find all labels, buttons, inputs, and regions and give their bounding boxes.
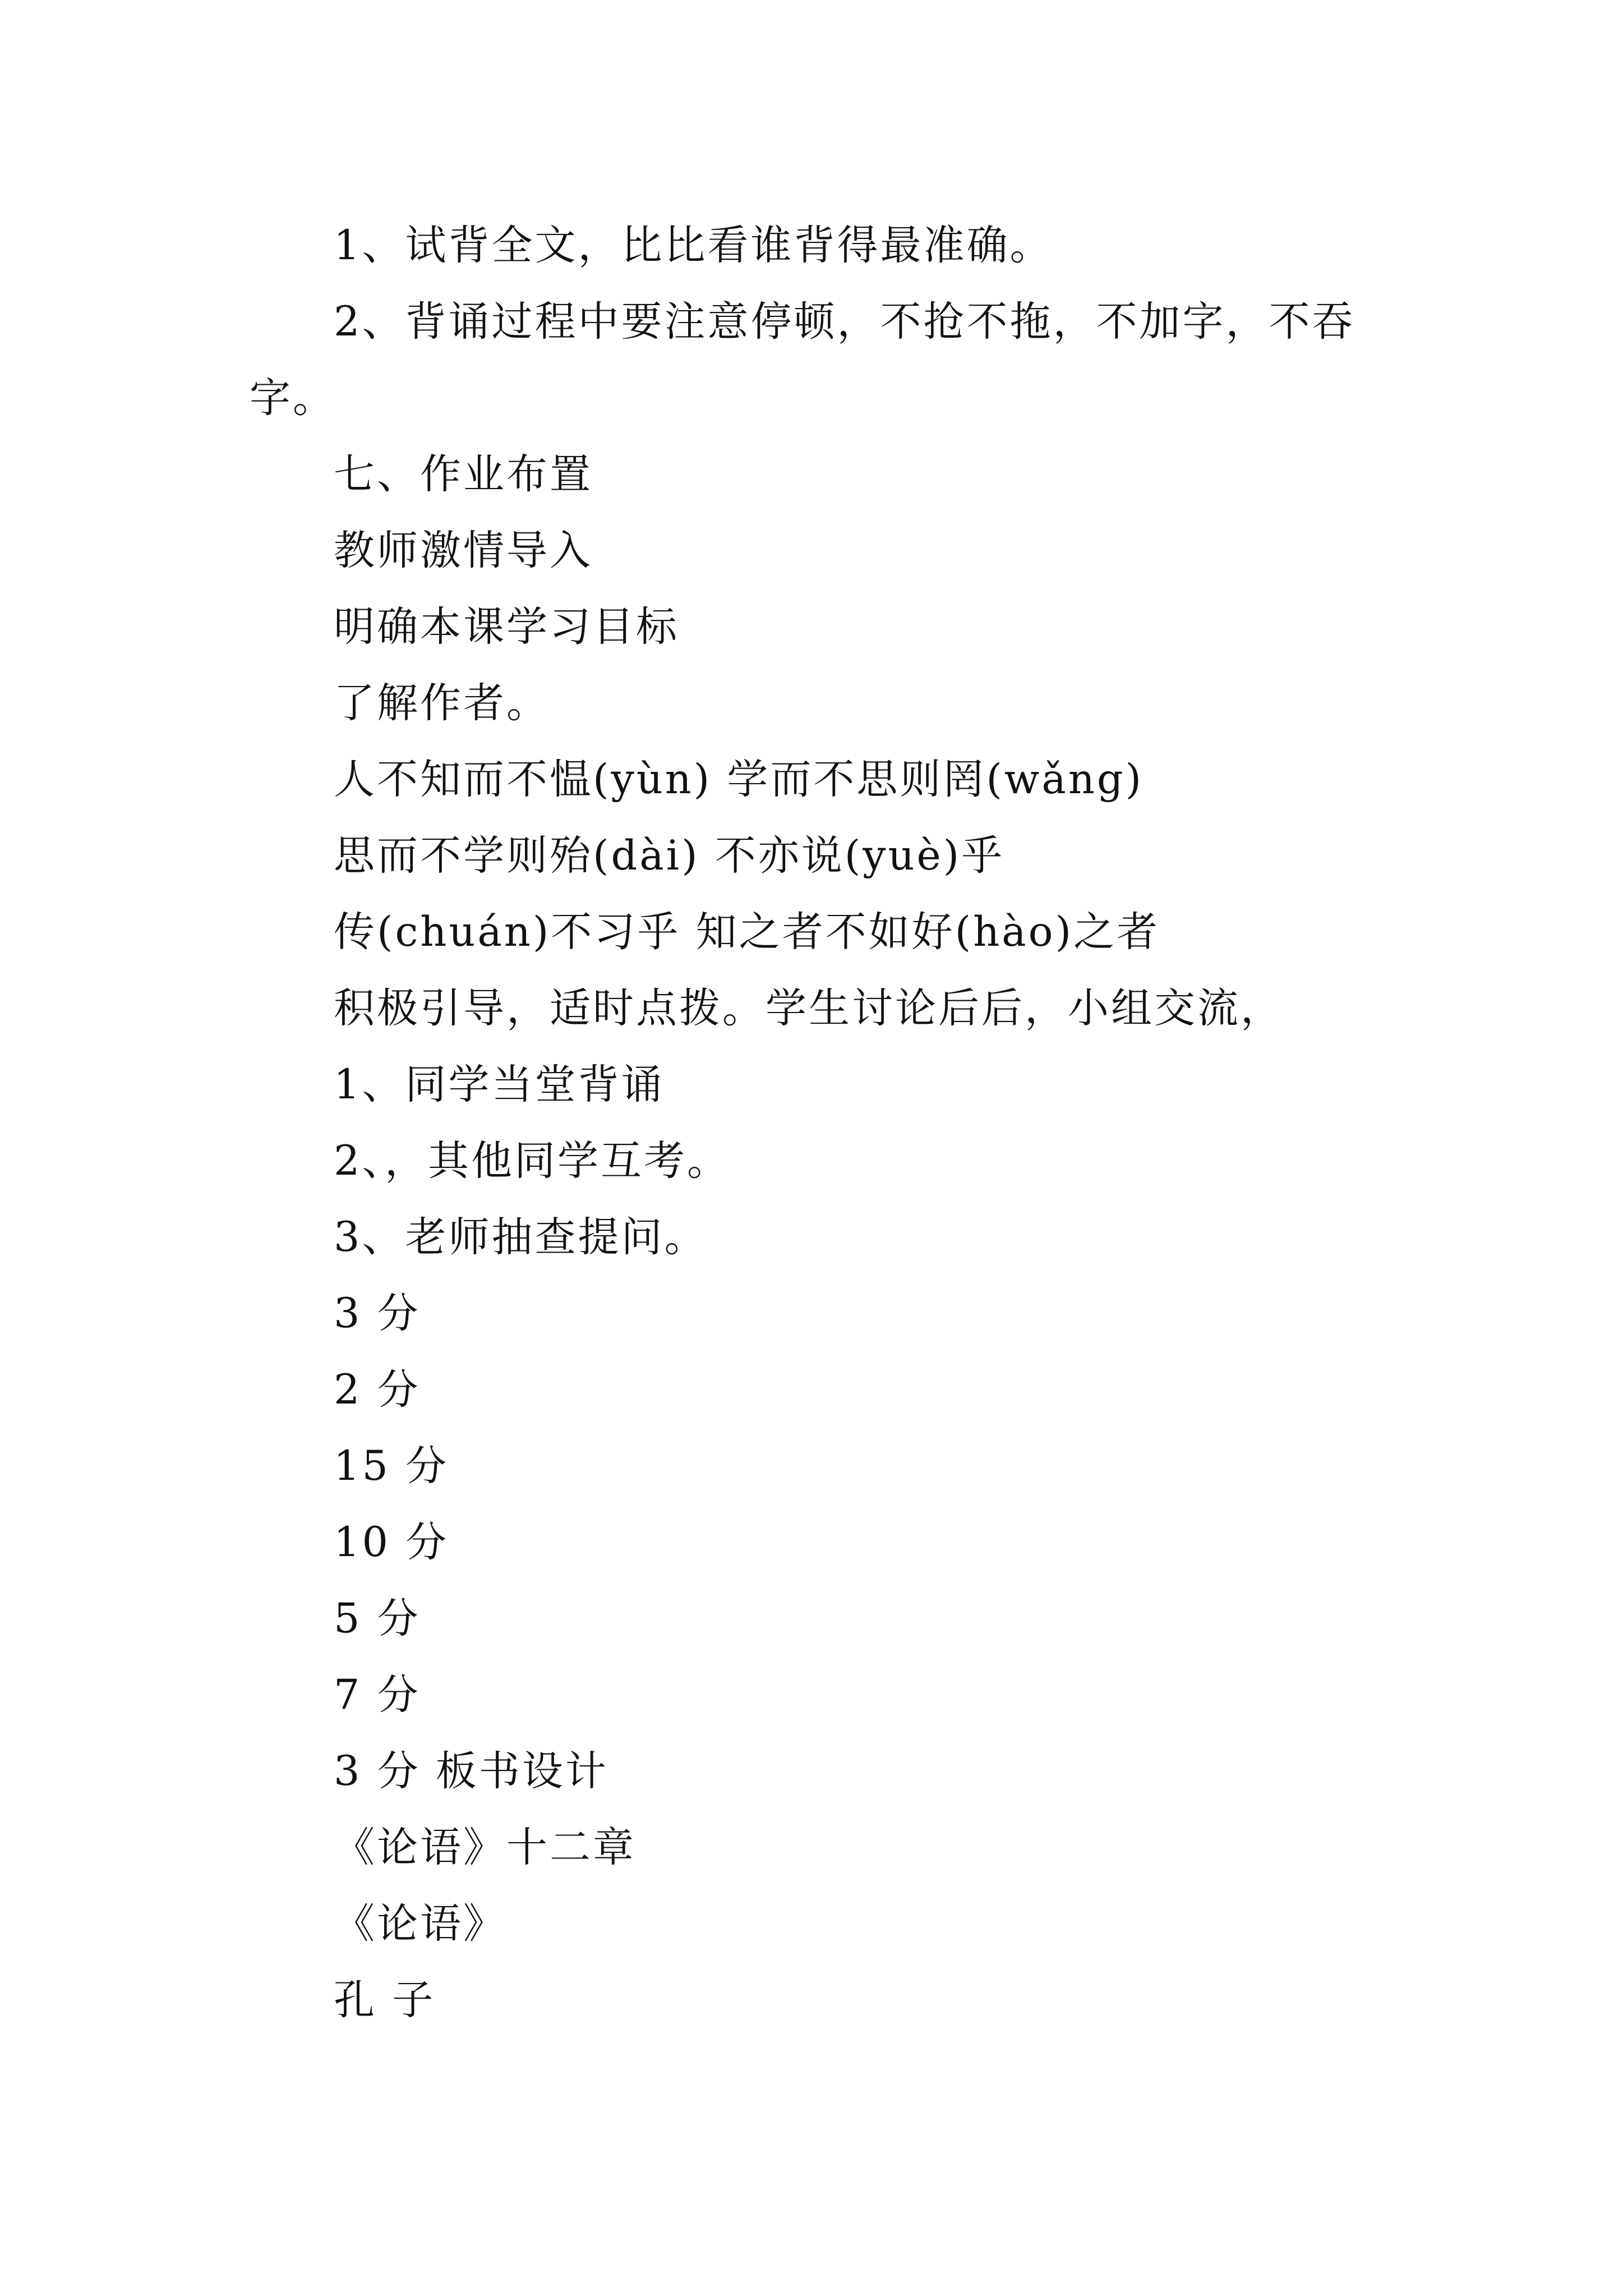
document-body: [250, 208, 1394, 2039]
paragraph-3: 七、作业布置: [334, 450, 593, 498]
paragraph-20: 3 分 板书设计: [334, 1747, 608, 1795]
paragraph-17: 10 分: [334, 1519, 449, 1566]
paragraph-23: 孔 子: [334, 1976, 436, 2024]
paragraph-9: 传(chuán)不习乎 知之者不如好(hào)之者: [334, 908, 1160, 956]
paragraph-14: 3 分: [334, 1290, 421, 1337]
paragraph-8: 思而不学则殆(dài) 不亦说(yuè)乎: [334, 832, 1005, 880]
paragraph-2: 2、背诵过程中要注意停顿，不抢不拖，不加字，不吞字。: [250, 298, 1355, 422]
paragraph-6: 了解作者。: [334, 679, 550, 727]
paragraph-15: 2 分: [334, 1366, 421, 1414]
paragraph-4: 教师激情导入: [334, 527, 593, 574]
paragraph-22: 《论语》: [334, 1900, 506, 1948]
paragraph-12: 2、，其他同学互考。: [334, 1137, 730, 1185]
paragraph-19: 7 分: [334, 1671, 421, 1719]
paragraph-13: 3、老师抽查提问。: [334, 1213, 708, 1261]
paragraph-7: 人不知而不愠(yùn) 学而不思则罔(wǎng): [334, 756, 1144, 803]
paragraph-16: 15 分: [334, 1442, 449, 1490]
paragraph-21: 《论语》十二章: [334, 1824, 636, 1871]
paragraph-11: 1、同学当堂背诵: [334, 1061, 665, 1108]
paragraph-5: 明确本课学习目标: [334, 603, 679, 651]
paragraph-1: 1、试背全文，比比看谁背得最准确。: [334, 222, 1053, 269]
paragraph-10: 积极引导，适时点拨。学生讨论后后，小组交流，: [334, 984, 1284, 1032]
paragraph-18: 5 分: [334, 1595, 421, 1642]
